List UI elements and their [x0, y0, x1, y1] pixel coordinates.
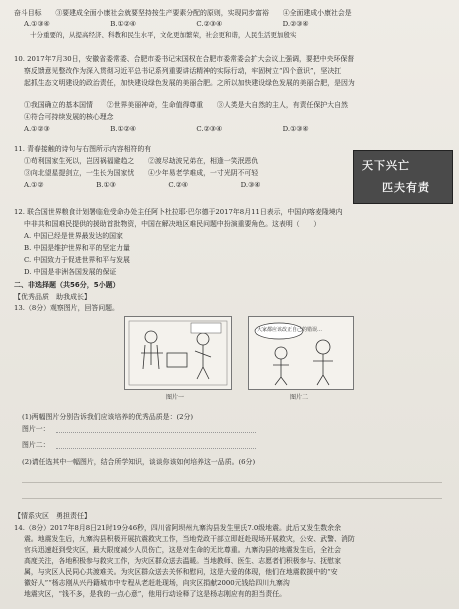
answer-line-2[interactable] [22, 498, 442, 499]
q14-line-5: 属，与灾区人民同心共渡难关。为灾区群众送去关怀和慰问，这是大爱的体现，他们在地震救援中的“安 [24, 568, 338, 576]
q11-option-b[interactable]: B.①③ [96, 181, 116, 189]
q14-line-2: 震。地震发生后，九寨沟县积极开展抗震救灾工作，当地党政干部立即赶赴现场开展救灾，公安、武警、消防 [24, 535, 355, 543]
answer-blank-figure-2[interactable] [56, 448, 256, 449]
q10-stem-2: 察反馈意见整改作为深入贯彻习近平总书记系列重要讲话精神的实际行动，牢固树立“四个意识”，坚决扛 [24, 67, 342, 75]
q14-line-6: 徽好人”“杨志刚从兴丹籍城市中专程从老赶赴现场，向灾区捐献2000元钱给四川九寨沟 [24, 579, 290, 587]
section-2-heading: 二、非选择题（共56分，5小题） [14, 281, 120, 289]
q10-statements-1: ①我国确立的基本国情 ②世界美丽神奇，生命值得尊重 ③人类是大自然的主人，有责任保护大自然 [24, 101, 348, 109]
cartoon-1-drawing [125, 317, 231, 389]
topic-tag-quality: 【优秀品质 助我成长】 [14, 293, 91, 301]
q14-line-3: 官兵迅速赶到受灾区，最大限度减少人员伤亡，这是对生命的无比尊重。九寨沟县的地震发生后，全社会 [24, 546, 341, 554]
q10-stem-1: 10. 2017年7月30日，安徽省委常委、合肥市委书记宋国权在合肥市委常委会扩大会议上强调，要把中央环保督 [14, 55, 355, 63]
q10-stem-3: 起抓生态文明建设的政治责任，加快建设绿色发展的美丽合肥。之所以加快建设绿色发展的美丽合肥，是因为 [24, 79, 355, 87]
calligraphy-line-2: 匹夫有责 [382, 181, 430, 194]
speech-bubble-text: 大家都应该改正自己的错误… [257, 327, 323, 333]
q9-answer-options [24, 20, 451, 29]
q10-option-c[interactable]: C.②③④ [196, 125, 223, 133]
q9-option-d[interactable]: D.②③④ [282, 20, 309, 28]
q13-part-2: (2)请任选其中一幅图片，结合所学知识，谈谈你该如何培养这一品质。(6分) [22, 458, 256, 466]
q11-stem: 11. 青春接触的诗句与右图所示内容相符的有 [14, 145, 152, 153]
q10-option-a[interactable]: A.①②③ [24, 125, 50, 133]
cartoon-figure-2 [248, 316, 354, 390]
q9-continuation: 十分重要的，从提高经济、科教和民生水平，文化更加繁荣，社会更和谐，人民生活更加殷实 [30, 31, 297, 39]
q14-line-1: 14.（8分）2017年8月8日21时19分46秒，四川省阿坝州九寨沟县发生里氏7.0级地震。此后又发生数余余 [14, 524, 341, 532]
q9-option-c[interactable]: C.②③④ [196, 20, 223, 28]
q10-answer-options [24, 125, 451, 134]
q14-line-7: 地震灾区，“钱不多，是我的一点心意”，他用行动诠释了这是杨志刚应有的担当责任。 [24, 590, 286, 598]
q10-option-b[interactable]: B.①②④ [110, 125, 136, 133]
q10-option-d[interactable]: D.①③④ [282, 125, 309, 133]
q12-stem-2: 中非共和国难民提供的援助首批物资，中国在解决地区难民问题中扮演重要角色。这表明（ ） [24, 220, 321, 228]
q11-option-d[interactable]: D.③④ [240, 181, 261, 189]
q12-stem-1: 12. 联合国世界粮食计划署临危受命办处主任阿卜杜拉耶·巴尔德于2017年8月11日表示，中国向喀麦隆境内 [14, 208, 343, 216]
q11-option-c[interactable]: C.②④ [168, 181, 188, 189]
answer-label-figure-2: 图片二： [22, 441, 50, 449]
q11-answer-options [24, 181, 349, 190]
answer-line-1[interactable] [22, 482, 442, 483]
calligraphy-line-1: 天下兴亡 [362, 159, 410, 172]
q9-option-a[interactable]: A.①③④ [24, 20, 50, 28]
q12-option-c[interactable]: C. 中国致力于促进世界和平与发展 [24, 256, 130, 264]
q10-statements-2: ④符合可持续发展的核心理念 [24, 113, 114, 121]
q13-part-1: (1)两幅图片分别告诉我们应该培养的优秀品质是：(2分) [22, 413, 194, 421]
q9-option-3-4: 奋斗目标 ③要建成全面小康社会就要坚持按生产要素分配的原则，实现同步富裕 ④全面建成小康社会是 [14, 9, 352, 17]
q12-option-d[interactable]: D. 中国是非洲各国发展的保证 [24, 268, 117, 276]
calligraphy-image [353, 150, 453, 204]
topic-tag-responsibility: 【情系灾区 勇担责任】 [14, 512, 91, 520]
q11-statements-2: ③向北望星提剑立，一生长为国家忧 ④少年易老学难成，一寸光阴不可轻 [24, 169, 259, 177]
q11-statements-1: ①苟利国家生死以，岂因祸福避趋之 ②渡尽劫波兄弟在，相逢一笑泯恩仇 [24, 157, 259, 165]
caption-figure-1: 图片一 [166, 394, 185, 401]
cartoon-figure-1 [124, 316, 232, 390]
q13-stem: 13.（8分）观察图片，回答问题。 [14, 304, 119, 312]
caption-figure-2: 图片二 [290, 394, 309, 401]
q12-option-a[interactable]: A. 中国已经是世界最发达的国家 [24, 232, 123, 240]
answer-label-figure-1: 图片一： [22, 425, 50, 433]
q12-option-b[interactable]: B. 中国是维护世界和平的坚定力量 [24, 244, 130, 252]
q9-option-b[interactable]: B.①②④ [110, 20, 136, 28]
answer-blank-figure-1[interactable] [56, 432, 256, 433]
q14-line-4: 高度关注，各地积极参与救灾工作，为灾区群众送去温暖。当地教师、医生、志愿者们积极参与、抚慰家 [24, 557, 341, 565]
q11-option-a[interactable]: A.①② [24, 181, 44, 189]
